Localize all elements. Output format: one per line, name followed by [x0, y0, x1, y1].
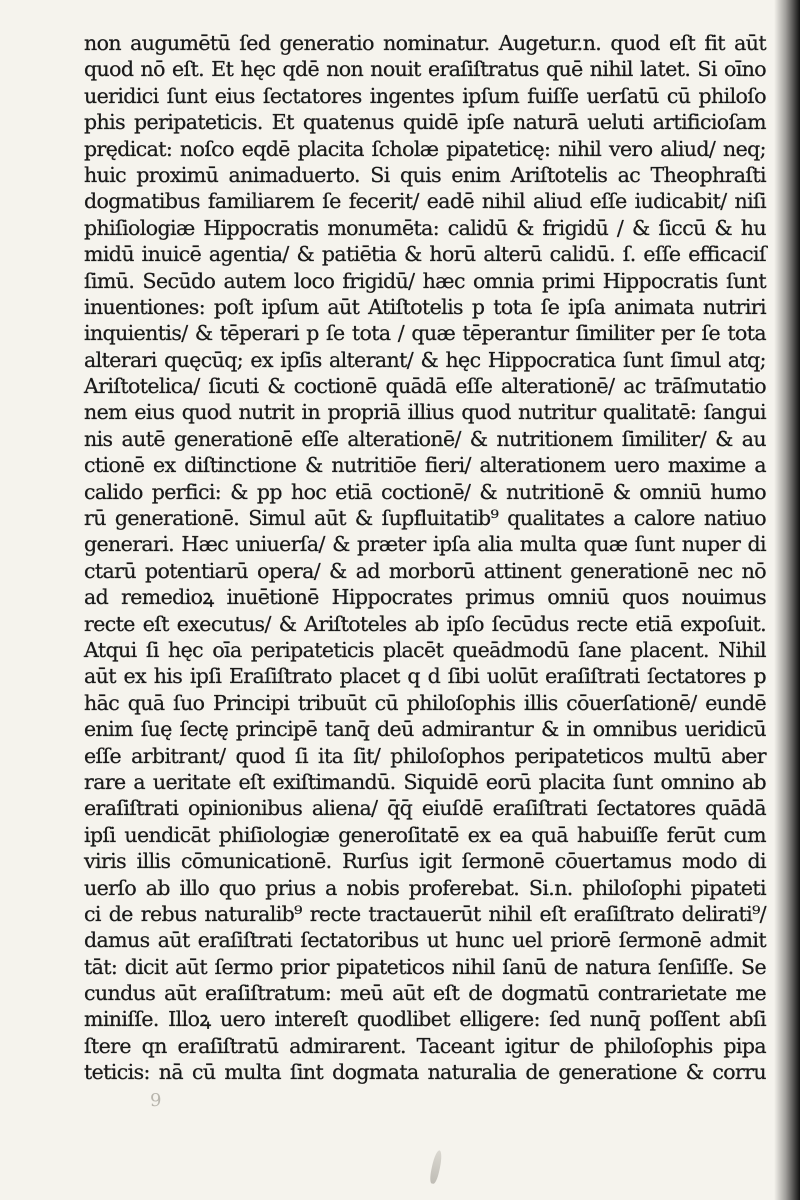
text-line: midū inuicē agentia/ & patiētia & horū alterū calidū. ſ. eſſe efficaciſ — [84, 242, 766, 267]
text-line: eraſiſtrati opinionibus aliena/ q̄q̄ eiuſdē eraſiſtrati ſectatores quādā — [84, 796, 766, 821]
text-line: nis autē generationē eſſe alterationē/ & nutritionem ſimiliter/ & au — [84, 426, 766, 451]
text-line: uerſo ab illo quo prius a nobis proferebat. Si.n. philoſophi pipateti — [84, 875, 766, 900]
ink-smudge — [429, 1150, 444, 1185]
text-line: recte eſt executus/ & Ariſtoteles ab ipſo ſecūdus recte etiā expoſuit. — [84, 611, 766, 636]
text-line: enim ſuę ſectę principē tanq̄ deū admirantur & in omnibus ueridicū — [84, 717, 766, 742]
text-line: teticis: nā cū multa ſint dogmata naturalia de generatione & corru — [84, 1060, 766, 1085]
text-line: hāc quā ſuo Principi tribuūt cū philoſophis illis cōuerſationē/ eundē — [84, 690, 766, 715]
text-line: damus aūt eraſiſtrati ſectatoribus ut hunc uel priorē ſermonē admit — [84, 928, 766, 953]
text-line: Atqui ſi hęc oīa peripateticis placēt queādmodū ſane placent. Nihil — [84, 637, 766, 662]
body-text — [84, 30, 766, 1086]
text-line: rū generationē. Simul aūt & ſupfluitatib⁹ qualitates a calore natiuo — [84, 506, 766, 531]
text-line: cundus aūt eraſiſtratum: meū aūt eſt de dogmatū contrarietate me — [84, 981, 766, 1006]
text-line: huic proximū animaduerto. Si quis enim Ariſtotelis ac Theophraſti — [84, 162, 766, 187]
text-line: phis peripateticis. Et quatenus quidē ipſe naturā ueluti artificioſam — [84, 110, 766, 135]
text-line: ſtere qn eraſiſtratū admirarent. Taceant igitur de philoſophis pipa — [84, 1033, 766, 1058]
text-line: ipſi uendicāt phiſiologiæ generoſitatē ex ea quā habuiſſe ferūt cum — [84, 822, 766, 847]
text-line: ci de rebus naturalib⁹ recte tractauerūt nihil eſt eraſiſtrato delirati⁹/ — [84, 901, 766, 926]
text-line: calido perfici: & pp hoc etiā coctionē/ & nutritionē & omniū humo — [84, 479, 766, 504]
text-line: ctionē ex diſtinctione & nutritiōe fieri/ alterationem uero maxime a — [84, 453, 766, 478]
text-line: ad remedioꝝ inuētionē Hippocrates primus omniū quos nouimus — [84, 585, 766, 610]
page-mark: 9 — [150, 1090, 162, 1111]
text-line: generari. Hæc uniuerſa/ & præter ipſa alia multa quæ ſunt nuper di — [84, 532, 766, 557]
text-line: inquientis/ & tēperari p ſe tota / quæ tēperantur ſimiliter per ſe tota — [84, 321, 766, 346]
text-line: quod nō eſt. Et hęc qdē non nouit eraſiſtratus quē nihil latet. Si oīno — [84, 57, 766, 82]
text-line: prędicat: noſco eqdē placita ſcholæ pipateticę: nihil vero aliud/ neq; — [84, 136, 766, 161]
text-line: ſimū. Secūdo autem loco frigidū/ hæc omnia primi Hippocratis ſunt — [84, 268, 766, 293]
text-line: inuentiones: poſt ipſum aūt Atiſtotelis p tota ſe ipſa animata nutriri — [84, 294, 766, 319]
text-line: tāt: dicit aūt ſermo prior pipateticos nihil ſanū de natura ſenſiſſe. Se — [84, 954, 766, 979]
text-line: alterari quęcūq; ex ipſis alterant/ & hęc Hippocratica ſunt ſimul atq; — [84, 347, 766, 372]
text-line: non augumētū ſed generatio nominatur. Augetur.n. quod eſt fit aūt — [84, 31, 766, 55]
text-line: rare a ueritate eſt exiſtimandū. Siquidē eorū placita ſunt omnino ab — [84, 769, 766, 794]
text-line: miniſſe. Illoꝝ uero intereſt quodlibet elligere: ſed nunq̄ poſſent abſi — [84, 1007, 766, 1032]
text-line: phiſiologiæ Hippocratis monumēta: calidū & frigidū / & ſiccū & hu — [84, 215, 766, 240]
text-line: dogmatibus familiarem ſe fecerit/ eadē nihil aliud eſſe iudicabit/ niſi — [84, 189, 766, 214]
text-line: Ariſtotelica/ ſicuti & coctionē quādā eſſe alterationē/ ac trāſmutatio — [84, 374, 766, 399]
text-line: eſſe arbitrant/ quod ſi ita ſit/ philoſophos peripateticos multū aber — [84, 743, 766, 768]
text-line: nem eius quod nutrit in propriā illius quod nutritur qualitatē: ſangui — [84, 400, 766, 425]
text-line: ueridici ſunt eius ſectatores ingentes ipſum fuiſſe uerſatū cū philoſo — [84, 83, 766, 108]
text-line: ctarū potentiarū opera/ & ad morborū attinent generationē nec nō — [84, 558, 766, 583]
binding-shadow — [774, 0, 800, 1200]
text-line: aūt ex his ipſi Eraſiſtrato placet q d ſibi uolūt eraſiſtrati ſectatores p — [84, 664, 766, 689]
text-line: viris illis cōmunicationē. Rurſus igit ſermonē cōuertamus modo di — [84, 849, 766, 874]
